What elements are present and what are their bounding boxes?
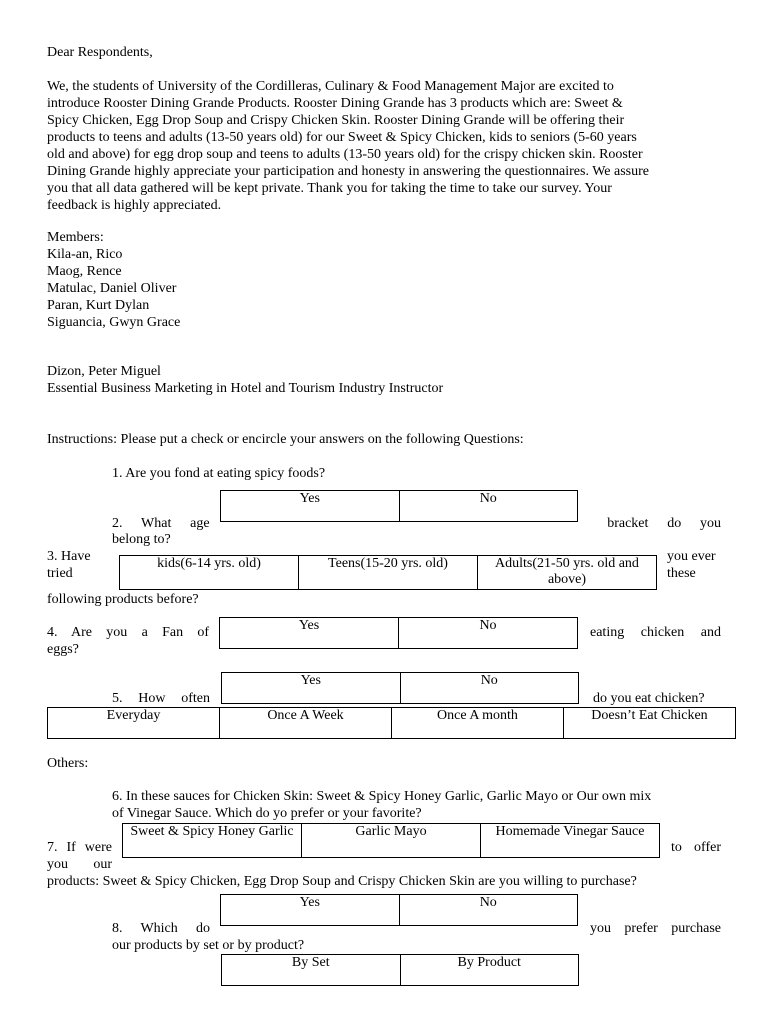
intro-line: We, the students of University of the Cordilleras, Culinary & Food Management Major are excited to: [47, 79, 614, 94]
q2-option-adults[interactable]: Adults(21-50 yrs. old and above): [478, 556, 657, 590]
question-6-line-2: of Vinegar Sauce. Which do yo prefer or your favorite?: [112, 806, 422, 821]
q4-option-no[interactable]: No: [400, 673, 579, 704]
question-4-right: eating chicken and: [590, 625, 721, 640]
q4-options: [221, 672, 579, 704]
question-6-line-1: 6. In these sauces for Chicken Skin: Sweet & Spicy Honey Garlic, Garlic Mayo or Our own mix: [112, 789, 652, 804]
question-8-line-2: our products by set or by product?: [112, 938, 305, 953]
q3-options: [219, 617, 578, 649]
question-2-line-2: belong to?: [112, 532, 171, 547]
q5-option-everyday[interactable]: Everyday: [48, 708, 220, 739]
intro-paragraph: [47, 78, 727, 214]
question-5-left: 5. How often: [112, 691, 210, 706]
member-name: Matulac, Daniel Oliver: [47, 281, 177, 296]
instructor-name: Dizon, Peter Miguel: [47, 364, 161, 379]
instructions: Instructions: Please put a check or encircle your answers on the following Questions:: [47, 432, 524, 447]
instructor-block: [47, 363, 443, 397]
q4-option-yes[interactable]: Yes: [222, 673, 401, 704]
question-3-line-3: following products before?: [47, 592, 199, 607]
q5-option-doesnt-eat[interactable]: Doesn’t Eat Chicken: [564, 708, 736, 739]
intro-line: introduce Rooster Dining Grande Products. Rooster Dining Grande has 3 products which are: Sweet &: [47, 96, 623, 111]
question-4-left-2: eggs?: [47, 642, 79, 657]
question-3-left-1: 3. Have: [47, 549, 91, 564]
q2-option-kids[interactable]: kids(6-14 yrs. old): [120, 556, 299, 590]
question-7-right: to offer: [671, 840, 721, 855]
q6-option-honey-garlic[interactable]: Sweet & Spicy Honey Garlic: [123, 824, 302, 858]
others-label: Others:: [47, 756, 89, 771]
instructor-title: Essential Business Marketing in Hotel and Tourism Industry Instructor: [47, 381, 444, 396]
q6-option-vinegar-sauce[interactable]: Homemade Vinegar Sauce: [481, 824, 660, 858]
member-name: Siguancia, Gwyn Grace: [47, 315, 181, 330]
intro-line: you that all data gathered will be kept private. Thank you for taking the time to take our survey. Your: [47, 181, 612, 196]
intro-line: old and above) for egg drop soup and teens to adults (13-50 years old) for the crispy chicken skin. Rooster: [47, 147, 643, 162]
question-3-left-2: tried: [47, 566, 73, 581]
question-1: 1. Are you fond at eating spicy foods?: [112, 466, 326, 481]
q8-option-by-set[interactable]: By Set: [222, 955, 401, 986]
question-7-left-1: 7. If were: [47, 840, 112, 855]
q8-options: [221, 954, 579, 986]
intro-line: feedback is highly appreciated.: [47, 198, 222, 213]
question-2-line-1: 2. What age bracket do you: [112, 516, 721, 531]
question-5-right: do you eat chicken?: [593, 691, 705, 706]
member-name: Paran, Kurt Dylan: [47, 298, 150, 313]
q7-options: [220, 894, 578, 926]
q1-option-yes[interactable]: Yes: [221, 491, 400, 522]
q2-option-teens[interactable]: Teens(15-20 yrs. old): [299, 556, 478, 590]
intro-line: Dining Grande highly appreciate your participation and honesty in answering the questionnaires. We assure: [47, 164, 649, 179]
question-8-left: 8. Which do: [112, 921, 210, 936]
salutation: Dear Respondents,: [47, 45, 153, 60]
q7-option-yes[interactable]: Yes: [221, 895, 400, 926]
member-name: Kila-an, Rico: [47, 247, 123, 262]
question-3-right-1: you ever: [667, 549, 716, 564]
q7-option-no[interactable]: No: [399, 895, 578, 926]
question-4-left: 4. Are you a Fan of: [47, 625, 210, 640]
question-3-right-2: these: [667, 566, 696, 581]
intro-line: Spicy Chicken, Egg Drop Soup and Crispy Chicken Skin. Rooster Dining Grande will be offering their: [47, 113, 625, 128]
q3-option-yes[interactable]: Yes: [220, 618, 399, 649]
q6-options: [122, 823, 660, 858]
q3-option-no[interactable]: No: [399, 618, 578, 649]
q5-option-once-a-week[interactable]: Once A Week: [220, 708, 392, 739]
member-name: Maog, Rence: [47, 264, 122, 279]
q8-option-by-product[interactable]: By Product: [400, 955, 579, 986]
question-8-right: you prefer purchase: [590, 921, 721, 936]
q5-option-once-a-month[interactable]: Once A month: [392, 708, 564, 739]
q5-options: [47, 707, 736, 739]
q6-option-garlic-mayo[interactable]: Garlic Mayo: [302, 824, 481, 858]
members-heading: Members:: [47, 230, 104, 245]
question-7-left-2: you our: [47, 857, 112, 872]
question-7-line-3: products: Sweet & Spicy Chicken, Egg Drop Soup and Crispy Chicken Skin are you willing to purchase?: [47, 874, 637, 889]
q2-options: [119, 555, 657, 590]
q1-option-no[interactable]: No: [399, 491, 578, 522]
intro-line: products to teens and adults (13-50 years old) for our Sweet & Spicy Chicken, kids to seniors (5-60 years: [47, 130, 637, 145]
members-list: [47, 229, 180, 331]
